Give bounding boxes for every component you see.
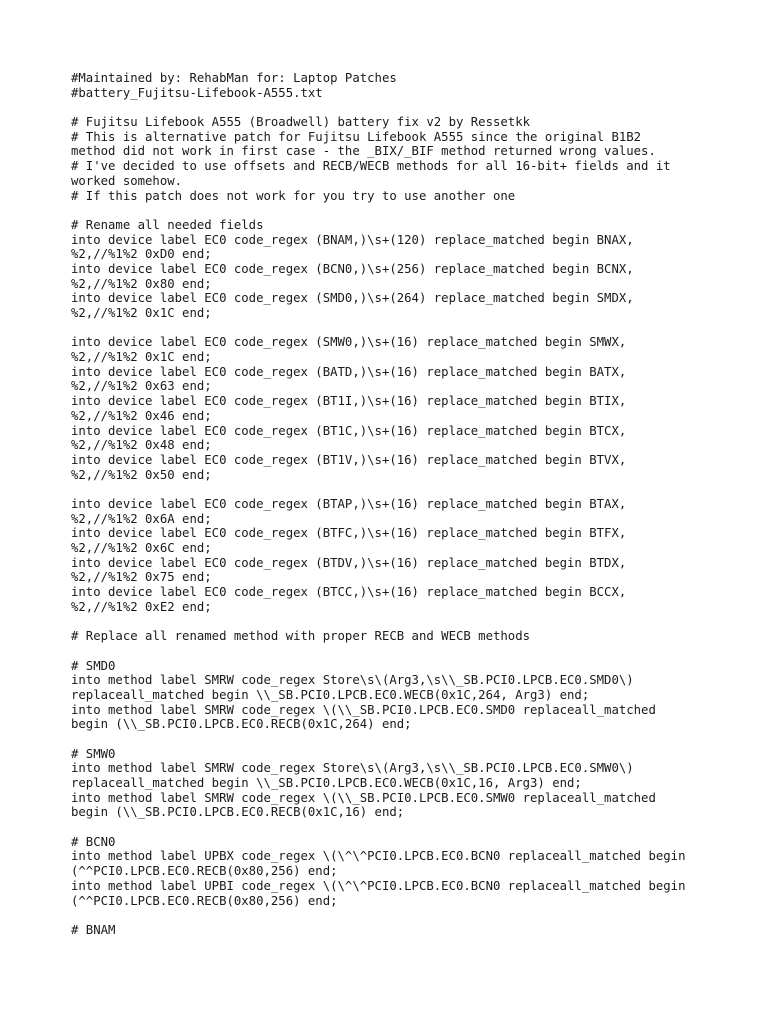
text-line: (^^PCI0.LPCB.EC0.RECB(0x80,256) end; (71, 864, 338, 879)
text-line: (^^PCI0.LPCB.EC0.RECB(0x80,256) end; (71, 893, 338, 908)
text-line: # BCN0 (71, 834, 116, 849)
text-line: %2,//%1%2 0xE2 end; (71, 599, 212, 614)
text-line: # Replace all renamed method with proper RECB and WECB methods (71, 629, 531, 644)
text-line (71, 482, 751, 497)
text-line: into method label UPBX code_regex \(\^\^PCI0.LPCB.EC0.BCN0 replaceall_matched begin (71, 849, 686, 864)
text-line: %2,//%1%2 0x63 end; (71, 379, 212, 394)
text-line (71, 614, 751, 629)
text-line: into method label SMRW code_regex \(\\_SB.PCI0.LPCB.EC0.SMW0 replaceall_matched (71, 790, 656, 805)
text-line: %2,//%1%2 0x1C end; (71, 306, 212, 320)
text-line: %2,//%1%2 0x50 end; (71, 467, 212, 482)
text-line: %2,//%1%2 0x1C end; (71, 350, 212, 365)
text-line: #battery_Fujitsu-Lifebook-A555.txt (71, 85, 323, 100)
text-line: # This is alternative patch for Fujitsu Lifebook A555 since the original B1B2 (71, 129, 642, 144)
text-line: into device label EC0 code_regex (BTDV,)\s+(16) replace_matched begin BTDX, (71, 555, 627, 570)
text-line (71, 820, 751, 835)
text-line: # I've decided to use offsets and RECB/WECB methods for all 16-bit+ fields and it (71, 159, 671, 174)
text-line: # Rename all needed fields (71, 217, 264, 232)
text-line: begin (\\_SB.PCI0.LPCB.EC0.RECB(0x1C,264) end; (71, 717, 412, 732)
text-line: # SMW0 (71, 746, 116, 761)
text-line: replaceall_matched begin \\_SB.PCI0.LPCB.EC0.WECB(0x1C,264, Arg3) end; (71, 687, 590, 702)
text-line: into device label EC0 code_regex (SMW0,)\s+(16) replace_matched begin SMWX, (71, 335, 627, 350)
text-line: into method label UPBI code_regex \(\^\^PCI0.LPCB.EC0.BCN0 replaceall_matched begin (71, 878, 686, 893)
text-line: %2,//%1%2 0xD0 end; (71, 247, 212, 262)
text-line: into device label EC0 code_regex (BT1I,)\s+(16) replace_matched begin BTIX, (71, 394, 627, 409)
text-line (71, 100, 751, 115)
text-line: # If this patch does not work for you try to use another one (71, 188, 516, 203)
text-line: into device label EC0 code_regex (BT1C,)\s+(16) replace_matched begin BTCX, (71, 423, 627, 438)
text-line: # SMD0 (71, 658, 116, 673)
text-line: # Fujitsu Lifebook A555 (Broadwell) battery fix v2 by Ressetkk (71, 115, 531, 130)
text-line: %2,//%1%2 0x48 end; (71, 438, 212, 453)
text-line: into method label SMRW code_regex \(\\_SB.PCI0.LPCB.EC0.SMD0 replaceall_matched (71, 702, 656, 717)
text-line (71, 321, 751, 336)
text-line: into device label EC0 code_regex (BCN0,)\s+(256) replace_matched begin BCNX, (71, 261, 634, 276)
text-line: %2,//%1%2 0x80 end; (71, 276, 212, 291)
text-line: into method label SMRW code_regex Store\s\(Arg3,\s\\_SB.PCI0.LPCB.EC0.SMW0\) (71, 761, 634, 776)
text-line: #Maintained by: RehabMan for: Laptop Patches (71, 71, 397, 85)
patch-text-block (71, 71, 751, 938)
text-line (71, 203, 751, 218)
text-line: begin (\\_SB.PCI0.LPCB.EC0.RECB(0x1C,16) end; (71, 805, 405, 820)
text-line: %2,//%1%2 0x75 end; (71, 570, 212, 585)
text-line: into device label EC0 code_regex (BTCC,)\s+(16) replace_matched begin BCCX, (71, 585, 627, 600)
text-line (71, 732, 751, 747)
text-line: into device label EC0 code_regex (BT1V,)\s+(16) replace_matched begin BTVX, (71, 452, 627, 467)
text-line: %2,//%1%2 0x46 end; (71, 408, 212, 423)
text-line: %2,//%1%2 0x6A end; (71, 511, 212, 526)
text-line: into device label EC0 code_regex (BTAP,)\s+(16) replace_matched begin BTAX, (71, 496, 627, 511)
text-line: method did not work in first case - the _BIX/_BIF method returned wrong values. (71, 144, 656, 159)
text-line (71, 908, 751, 923)
text-line (71, 644, 751, 659)
text-line: %2,//%1%2 0x6C end; (71, 541, 212, 555)
text-line: into device label EC0 code_regex (BTFC,)\s+(16) replace_matched begin BTFX, (71, 526, 627, 541)
text-line: into method label SMRW code_regex Store\s\(Arg3,\s\\_SB.PCI0.LPCB.EC0.SMD0\) (71, 673, 634, 688)
text-line: replaceall_matched begin \\_SB.PCI0.LPCB.EC0.WECB(0x1C,16, Arg3) end; (71, 776, 582, 790)
text-line: worked somehow. (71, 173, 183, 188)
text-line: into device label EC0 code_regex (BNAM,)\s+(120) replace_matched begin BNAX, (71, 232, 634, 247)
text-line: # BNAM (71, 922, 116, 937)
text-line: into device label EC0 code_regex (BATD,)\s+(16) replace_matched begin BATX, (71, 364, 627, 379)
text-line: into device label EC0 code_regex (SMD0,)\s+(264) replace_matched begin SMDX, (71, 291, 634, 306)
